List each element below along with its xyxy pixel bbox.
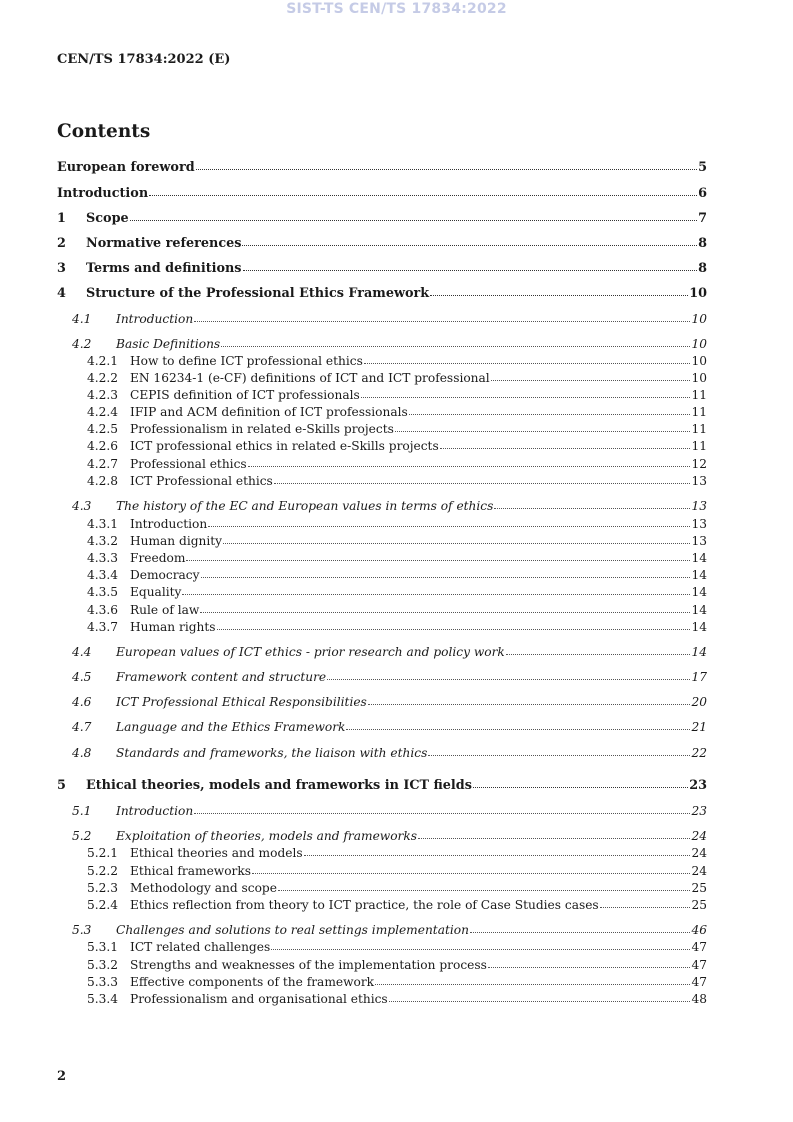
toc-leader-dots xyxy=(395,420,691,432)
toc-entry-page: 24 xyxy=(691,846,707,860)
toc-entry-label: CEPIS definition of ICT professionals xyxy=(130,388,360,402)
toc-entry-page: 12 xyxy=(691,457,707,471)
toc-entry[interactable] xyxy=(87,550,707,566)
toc-leader-dots xyxy=(271,938,690,950)
toc-entry-page: 14 xyxy=(691,620,707,634)
toc-entry[interactable] xyxy=(57,235,707,252)
toc-entry-page: 46 xyxy=(691,923,707,937)
toc-entry[interactable] xyxy=(57,185,707,202)
toc-entry-page: 13 xyxy=(691,474,707,488)
toc-entry-page: 47 xyxy=(691,975,707,989)
toc-entry[interactable] xyxy=(72,311,707,327)
page-number: 2 xyxy=(57,1069,67,1084)
toc-leader-dots xyxy=(430,284,688,296)
toc-entry[interactable] xyxy=(87,473,707,489)
toc-entry-label: Scope xyxy=(86,211,129,226)
toc-entry-label: Introduction xyxy=(116,312,194,326)
toc-entry-number: 4.3.6 xyxy=(87,603,119,617)
toc-entry-number: 5.3 xyxy=(72,923,92,937)
toc-entry[interactable] xyxy=(87,584,707,600)
toc-leader-dots xyxy=(600,896,691,908)
toc-entry-label: European values of ICT ethics - prior research and policy work xyxy=(116,645,505,659)
toc-leader-dots xyxy=(473,776,688,788)
toc-entry-number: 5.2.1 xyxy=(87,846,119,860)
toc-entry-label: EN 16234-1 (e-CF) definitions of ICT and ICT professional xyxy=(130,371,490,385)
toc-entry-label: How to define ICT professional ethics xyxy=(130,354,363,368)
toc-entry[interactable] xyxy=(87,567,707,583)
toc-leader-dots xyxy=(418,827,690,839)
toc-entry-number: 4.2.4 xyxy=(87,405,119,419)
toc-entry-page: 17 xyxy=(691,670,707,684)
toc-entry-number: 4.2.7 xyxy=(87,457,119,471)
toc-leader-dots xyxy=(304,844,691,856)
toc-leader-dots xyxy=(243,259,698,271)
toc-entry[interactable] xyxy=(87,387,707,403)
toc-entry[interactable] xyxy=(57,210,707,227)
toc-entry-number: 4.2.5 xyxy=(87,422,119,436)
toc-entry-label: Ethical theories and models xyxy=(130,846,303,860)
toc-entry-number: 4.6 xyxy=(72,695,92,709)
toc-entry-label: Ethical theories, models and frameworks in ICT fields xyxy=(86,778,472,793)
toc-entry-label: The history of the EC and European values in terms of ethics xyxy=(116,499,494,513)
toc-entry[interactable] xyxy=(87,897,707,913)
toc-entry-label: Introduction xyxy=(130,517,208,531)
toc-leader-dots xyxy=(368,693,691,705)
toc-entry-number: 5.3.2 xyxy=(87,958,119,972)
toc-entry-page: 7 xyxy=(698,211,707,226)
toc-entry[interactable] xyxy=(87,939,707,955)
toc-entry-label: Normative references xyxy=(86,236,242,251)
toc-leader-dots xyxy=(182,583,690,595)
toc-leader-dots xyxy=(278,879,691,891)
toc-entry-number: 5.3.3 xyxy=(87,975,119,989)
toc-entry[interactable] xyxy=(57,260,707,277)
toc-entry-page: 10 xyxy=(689,286,707,301)
toc-leader-dots xyxy=(389,990,691,1002)
toc-leader-dots xyxy=(200,601,690,613)
toc-entry-label: Democracy xyxy=(130,568,200,582)
toc-entry[interactable] xyxy=(72,669,707,685)
toc-entry-number: 4.2.1 xyxy=(87,354,119,368)
toc-entry[interactable] xyxy=(87,863,707,879)
toc-entry-page: 6 xyxy=(698,186,707,201)
toc-leader-dots xyxy=(274,472,691,484)
toc-entry-number: 3 xyxy=(57,261,66,276)
toc-entry-label: Methodology and scope xyxy=(130,881,277,895)
toc-leader-dots xyxy=(194,802,690,814)
toc-entry[interactable] xyxy=(57,285,707,302)
toc-leader-dots xyxy=(375,973,690,985)
toc-leader-dots xyxy=(327,668,690,680)
toc-entry-number: 4.2.2 xyxy=(87,371,119,385)
toc-entry-label: Equality xyxy=(130,585,182,599)
toc-entry[interactable] xyxy=(87,991,707,1007)
toc-entry-label: Professional ethics xyxy=(130,457,247,471)
toc-entry-page: 14 xyxy=(691,585,707,599)
toc-entry-number: 4.2.6 xyxy=(87,439,119,453)
toc-entry-number: 5 xyxy=(57,778,66,793)
toc-entry-number: 5.2.3 xyxy=(87,881,119,895)
toc-leader-dots xyxy=(221,335,690,347)
toc-entry[interactable] xyxy=(72,719,707,735)
toc-entry-page: 14 xyxy=(691,551,707,565)
toc-entry[interactable] xyxy=(87,880,707,896)
toc-entry-number: 4.2 xyxy=(72,337,92,351)
toc-entry-label: IFIP and ACM definition of ICT professionals xyxy=(130,405,408,419)
toc-leader-dots xyxy=(186,549,690,561)
toc-leader-dots xyxy=(223,532,690,544)
toc-entry-page: 21 xyxy=(691,720,707,734)
toc-entry-label: ICT Professional ethics xyxy=(130,474,273,488)
toc-leader-dots xyxy=(346,718,690,730)
toc-entry-page: 10 xyxy=(691,354,707,368)
contents-title: Contents xyxy=(57,121,151,142)
toc-entry[interactable] xyxy=(87,353,707,369)
toc-entry-number: 1 xyxy=(57,211,66,226)
toc-entry[interactable] xyxy=(87,533,707,549)
toc-entry-label: Ethics reflection from theory to ICT practice, the role of Case Studies cases xyxy=(130,898,599,912)
toc-entry-label: Exploitation of theories, models and frameworks xyxy=(116,829,418,843)
toc-leader-dots xyxy=(428,744,690,756)
toc-entry-number: 2 xyxy=(57,236,66,251)
toc-entry-label: Human rights xyxy=(130,620,216,634)
toc-entry-page: 20 xyxy=(691,695,707,709)
toc-leader-dots xyxy=(488,956,691,968)
toc-entry[interactable] xyxy=(87,619,707,635)
toc-entry-page: 5 xyxy=(698,160,707,175)
toc-leader-dots xyxy=(252,862,690,874)
toc-entry-number: 4.3.1 xyxy=(87,517,119,531)
toc-entry[interactable] xyxy=(87,370,707,386)
toc-entry-page: 8 xyxy=(698,261,707,276)
toc-entry-label: Effective components of the framework xyxy=(130,975,375,989)
toc-entry-number: 5.2.4 xyxy=(87,898,119,912)
toc-entry[interactable] xyxy=(87,438,707,454)
toc-leader-dots xyxy=(149,184,697,196)
toc-entry-label: ICT professional ethics in related e-Skills projects xyxy=(130,439,439,453)
toc-entry[interactable] xyxy=(72,336,707,352)
toc-entry[interactable] xyxy=(72,644,707,660)
toc-entry-number: 4.3.4 xyxy=(87,568,119,582)
toc-entry-label: Framework content and structure xyxy=(116,670,327,684)
toc-entry-page: 13 xyxy=(691,534,707,548)
toc-entry-page: 23 xyxy=(689,778,707,793)
toc-entry-label: Professionalism and organisational ethics xyxy=(130,992,388,1006)
toc-entry-page: 14 xyxy=(691,568,707,582)
toc-leader-dots xyxy=(361,386,691,398)
toc-entry[interactable] xyxy=(87,602,707,618)
toc-entry-number: 4 xyxy=(57,286,66,301)
toc-entry-number: 4.3 xyxy=(72,499,92,513)
toc-entry-label: Language and the Ethics Framework xyxy=(116,720,346,734)
toc-leader-dots xyxy=(194,310,690,322)
toc-entry[interactable] xyxy=(57,777,707,794)
toc-entry-number: 4.3.5 xyxy=(87,585,119,599)
toc-entry-label: Freedom xyxy=(130,551,186,565)
toc-leader-dots xyxy=(217,618,691,630)
toc-leader-dots xyxy=(208,515,690,527)
toc-entry[interactable] xyxy=(57,159,707,176)
toc-entry-number: 5.2.2 xyxy=(87,864,119,878)
toc-entry-number: 4.5 xyxy=(72,670,92,684)
toc-entry[interactable] xyxy=(72,828,707,844)
toc-entry-page: 22 xyxy=(691,746,707,760)
toc-entry-number: 4.4 xyxy=(72,645,92,659)
toc-entry[interactable] xyxy=(87,974,707,990)
toc-entry-number: 5.1 xyxy=(72,804,92,818)
toc-leader-dots xyxy=(506,643,691,655)
toc-entry-label: Terms and definitions xyxy=(86,261,242,276)
toc-entry[interactable] xyxy=(87,516,707,532)
toc-leader-dots xyxy=(494,497,690,509)
toc-entry-page: 11 xyxy=(691,405,707,419)
toc-entry-page: 11 xyxy=(691,388,707,402)
toc-entry-page: 48 xyxy=(691,992,707,1006)
toc-entry-page: 47 xyxy=(691,958,707,972)
toc-entry[interactable] xyxy=(72,694,707,710)
watermark: SIST-TS CEN/TS 17834:2022 xyxy=(286,1,507,17)
toc-entry-label: Ethical frameworks xyxy=(130,864,252,878)
toc-entry-number: 4.3.2 xyxy=(87,534,119,548)
toc-entry-page: 10 xyxy=(691,337,707,351)
toc-entry-label: Standards and frameworks, the liaison with ethics xyxy=(116,746,428,760)
toc-entry-number: 5.3.1 xyxy=(87,940,119,954)
document-header: CEN/TS 17834:2022 (E) xyxy=(57,52,231,67)
toc-entry-page: 24 xyxy=(691,864,707,878)
toc-entry[interactable] xyxy=(87,456,707,472)
toc-leader-dots xyxy=(130,209,697,221)
toc-entry-number: 4.2.8 xyxy=(87,474,119,488)
toc-entry[interactable] xyxy=(72,922,707,938)
toc-leader-dots xyxy=(248,455,691,467)
toc-entry[interactable] xyxy=(87,957,707,973)
toc-entry-label: Rule of law xyxy=(130,603,200,617)
toc-entry-page: 24 xyxy=(691,829,707,843)
toc-entry-number: 4.2.3 xyxy=(87,388,119,402)
toc-leader-dots xyxy=(491,369,691,381)
toc-leader-dots xyxy=(196,158,697,170)
toc-leader-dots xyxy=(201,566,691,578)
toc-entry-page: 25 xyxy=(691,881,707,895)
toc-entry[interactable] xyxy=(72,745,707,761)
toc-entry-label: Strengths and weaknesses of the implementation process xyxy=(130,958,487,972)
toc-entry-page: 47 xyxy=(691,940,707,954)
toc-entry-label: Challenges and solutions to real settings implementation xyxy=(116,923,469,937)
toc-entry-page: 14 xyxy=(691,645,707,659)
toc-entry-page: 13 xyxy=(691,499,707,513)
toc-entry-page: 13 xyxy=(691,517,707,531)
toc-entry-label: ICT related challenges xyxy=(130,940,271,954)
toc-entry-label: ICT Professional Ethical Responsibilities xyxy=(116,695,367,709)
toc-leader-dots xyxy=(364,352,691,364)
toc-entry-page: 14 xyxy=(691,603,707,617)
toc-entry[interactable] xyxy=(87,404,707,420)
toc-entry-page: 25 xyxy=(691,898,707,912)
toc-entry[interactable] xyxy=(72,498,707,514)
toc-entry[interactable] xyxy=(72,803,707,819)
toc-entry-number: 5.3.4 xyxy=(87,992,119,1006)
toc-entry-page: 23 xyxy=(691,804,707,818)
toc-entry-number: 4.3.7 xyxy=(87,620,119,634)
toc-entry-number: 4.1 xyxy=(72,312,92,326)
toc-entry-label: Professionalism in related e-Skills projects xyxy=(130,422,394,436)
toc-entry-label: European foreword xyxy=(57,160,195,175)
toc-entry-label: Human dignity xyxy=(130,534,223,548)
toc-entry-label: Introduction xyxy=(57,186,149,201)
toc-entry-label: Structure of the Professional Ethics Framework xyxy=(86,286,430,301)
toc-leader-dots xyxy=(242,234,697,246)
toc-entry-number: 4.7 xyxy=(72,720,92,734)
toc-entry-number: 5.2 xyxy=(72,829,92,843)
toc-leader-dots xyxy=(440,437,691,449)
toc-leader-dots xyxy=(470,921,691,933)
toc-entry-page: 11 xyxy=(691,439,707,453)
toc-entry-page: 10 xyxy=(691,312,707,326)
toc-entry-number: 4.8 xyxy=(72,746,92,760)
toc-entry-number: 4.3.3 xyxy=(87,551,119,565)
toc-entry-label: Basic Definitions xyxy=(116,337,221,351)
toc-entry-page: 8 xyxy=(698,236,707,251)
toc-entry-page: 11 xyxy=(691,422,707,436)
toc-entry-label: Introduction xyxy=(116,804,194,818)
toc-entry[interactable] xyxy=(87,845,707,861)
toc-entry[interactable] xyxy=(87,421,707,437)
toc-leader-dots xyxy=(409,403,691,415)
toc-entry-page: 10 xyxy=(691,371,707,385)
